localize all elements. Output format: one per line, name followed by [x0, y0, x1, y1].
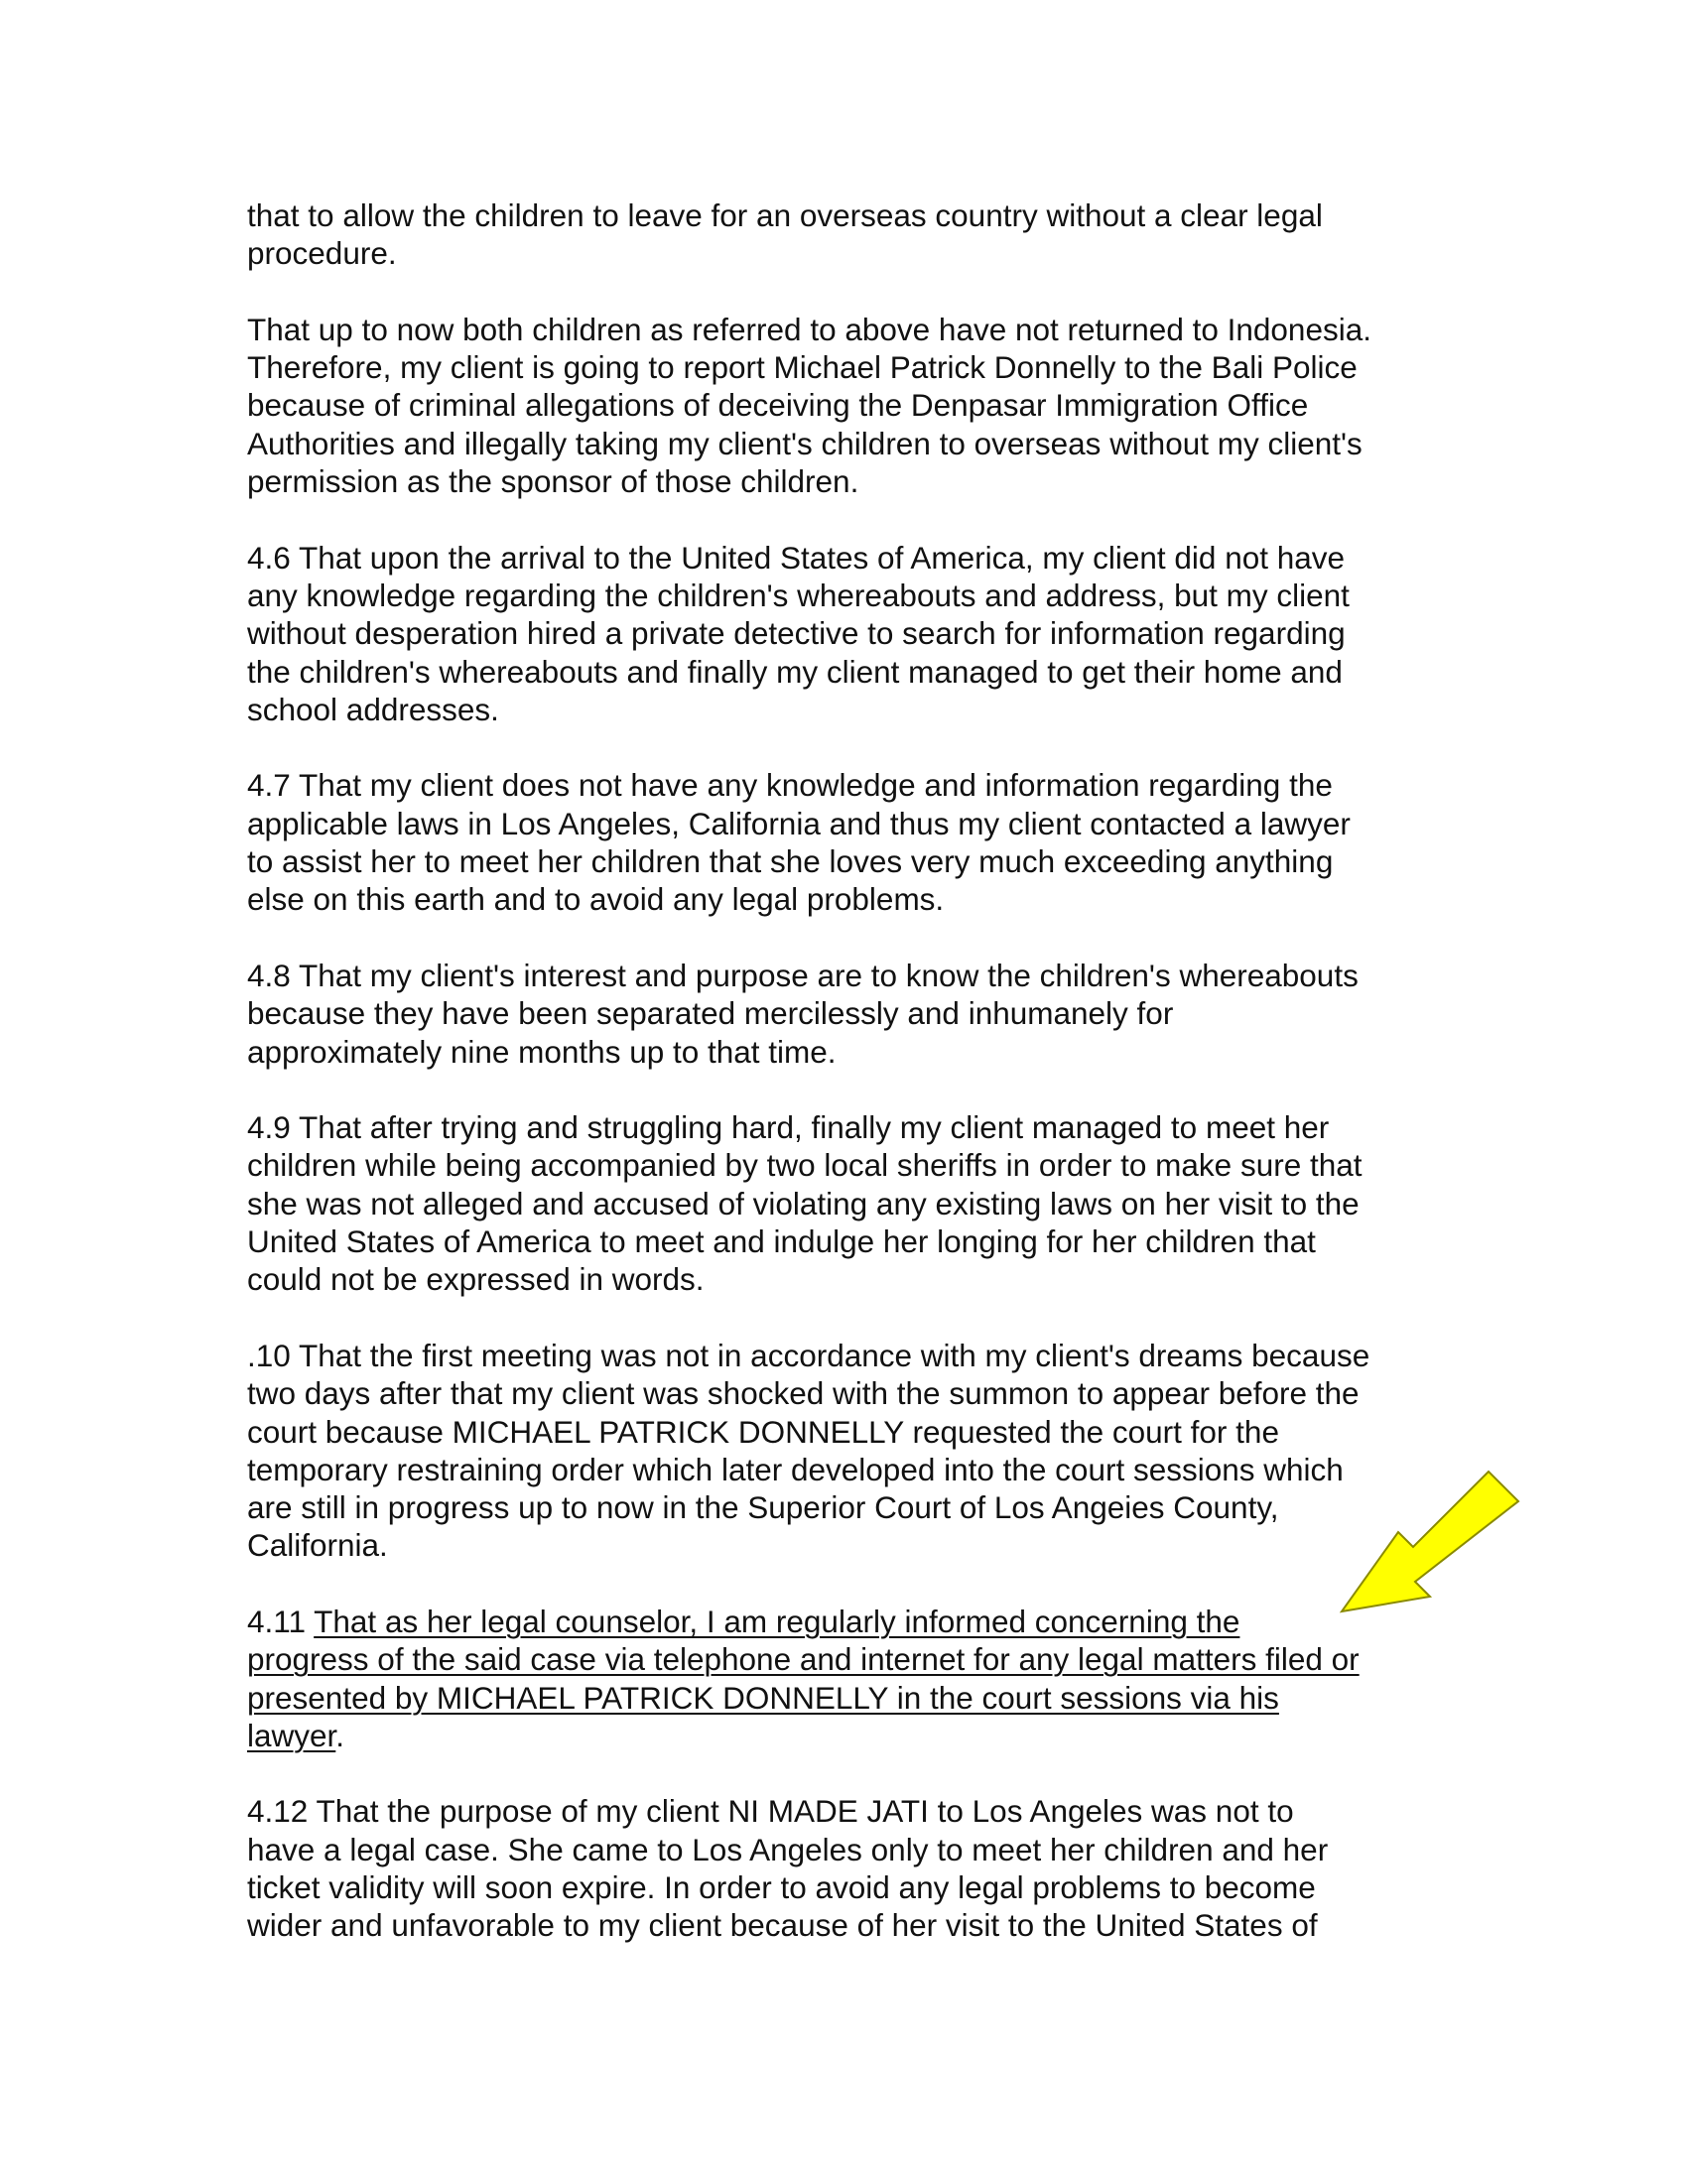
- text-line: United States of America to meet and indulge her longing for her children that: [247, 1223, 1316, 1260]
- text-line: Authorities and illegally taking my client's children to overseas without my client's: [247, 425, 1363, 461]
- paragraph-number: 4.11: [247, 1603, 315, 1639]
- text-line: 4.6 That upon the arrival to the United States of America, my client did not have: [247, 539, 1346, 576]
- text-line: [247, 1679, 1438, 1717]
- text-line: have a legal case. She came to Los Angeles only to meet her children and her: [247, 1831, 1329, 1867]
- underlined-text: progress of the said case via telephone and internet for any legal matters filed or: [247, 1641, 1360, 1678]
- underlined-text: That as her legal counselor, I am regularly informed concerning the: [314, 1603, 1240, 1639]
- text-line: 4.8 That my client's interest and purpose are to know the children's whereabouts: [247, 957, 1359, 993]
- text-line: to assist her to meet her children that she loves very much exceeding anything: [247, 843, 1334, 880]
- text-line: court because MICHAEL PATRICK DONNELLY requested the court for the: [247, 1413, 1279, 1450]
- paragraph-not-returned: [247, 311, 1438, 500]
- text-line: the children's whereabouts and finally my client managed to get their home and: [247, 653, 1343, 690]
- text-line: wider and unfavorable to my client because of her visit to the United States of: [247, 1907, 1318, 1944]
- arrow-pointing-down-left-icon: [1340, 1444, 1538, 1642]
- paragraph-4-7: [247, 766, 1438, 918]
- text-line: [247, 1603, 1438, 1640]
- text-line: 4.12 That the purpose of my client NI MADE JATI to Los Angeles was not to: [247, 1793, 1294, 1830]
- text-line: That up to now both children as referred to above have not returned to Indonesia.: [247, 311, 1371, 347]
- text-line: ticket validity will soon expire. In order to avoid any legal problems to become: [247, 1869, 1316, 1906]
- text-line: temporary restraining order which later developed into the court sessions which: [247, 1451, 1344, 1487]
- text-line: children while being accompanied by two local sheriffs in order to make sure that: [247, 1147, 1363, 1184]
- text-line: Therefore, my client is going to report Michael Patrick Donnelly to the Bali Police: [247, 349, 1358, 386]
- text-line: that to allow the children to leave for an overseas country without a clear legal: [247, 197, 1323, 233]
- paragraph-4-10: [247, 1337, 1438, 1565]
- paragraph-procedure: [247, 196, 1438, 273]
- text-line: applicable laws in Los Angeles, California and thus my client contacted a lawyer: [247, 805, 1351, 841]
- paragraph-4-12: [247, 1792, 1438, 1944]
- text-line: 4.7 That my client does not have any knowledge and information regarding the: [247, 767, 1333, 804]
- text-line: two days after that my client was shocked with the summon to appear before the: [247, 1375, 1360, 1412]
- text-line: [247, 1717, 1438, 1754]
- paragraph-4-11-highlighted: [247, 1603, 1438, 1754]
- text-line: 4.9 That after trying and struggling hard, finally my client managed to meet her: [247, 1109, 1330, 1146]
- underlined-text: presented by MICHAEL PATRICK DONNELLY in the court sessions via his: [247, 1679, 1279, 1716]
- text-line: without desperation hired a private detective to search for information regarding: [247, 615, 1346, 652]
- text-line: school addresses.: [247, 691, 499, 727]
- text-line: could not be expressed in words.: [247, 1261, 705, 1298]
- paragraph-4-9: [247, 1108, 1438, 1298]
- text-line: permission as the sponsor of those children.: [247, 463, 859, 500]
- text-line: .10 That the first meeting was not in accordance with my client's dreams because: [247, 1337, 1370, 1373]
- paragraph-4-6: [247, 539, 1438, 728]
- text-line: because of criminal allegations of deceiving the Denpasar Immigration Office: [247, 387, 1309, 424]
- text-line: else on this earth and to avoid any legal problems.: [247, 881, 945, 918]
- text-line: California.: [247, 1527, 388, 1564]
- trailing-period: .: [335, 1717, 345, 1753]
- text-line: approximately nine months up to that time.: [247, 1033, 837, 1070]
- text-line: are still in progress up to now in the Superior Court of Los Angeies County,: [247, 1489, 1279, 1526]
- text-line: because they have been separated mercilessly and inhumanely for: [247, 995, 1174, 1032]
- text-line: procedure.: [247, 235, 397, 272]
- text-line: [247, 1640, 1438, 1678]
- underlined-text: lawyer: [247, 1717, 336, 1753]
- text-line: any knowledge regarding the children's whereabouts and address, but my client: [247, 577, 1350, 613]
- text-line: she was not alleged and accused of violating any existing laws on her visit to the: [247, 1185, 1360, 1221]
- document-body: [247, 196, 1438, 1983]
- paragraph-4-8: [247, 957, 1438, 1071]
